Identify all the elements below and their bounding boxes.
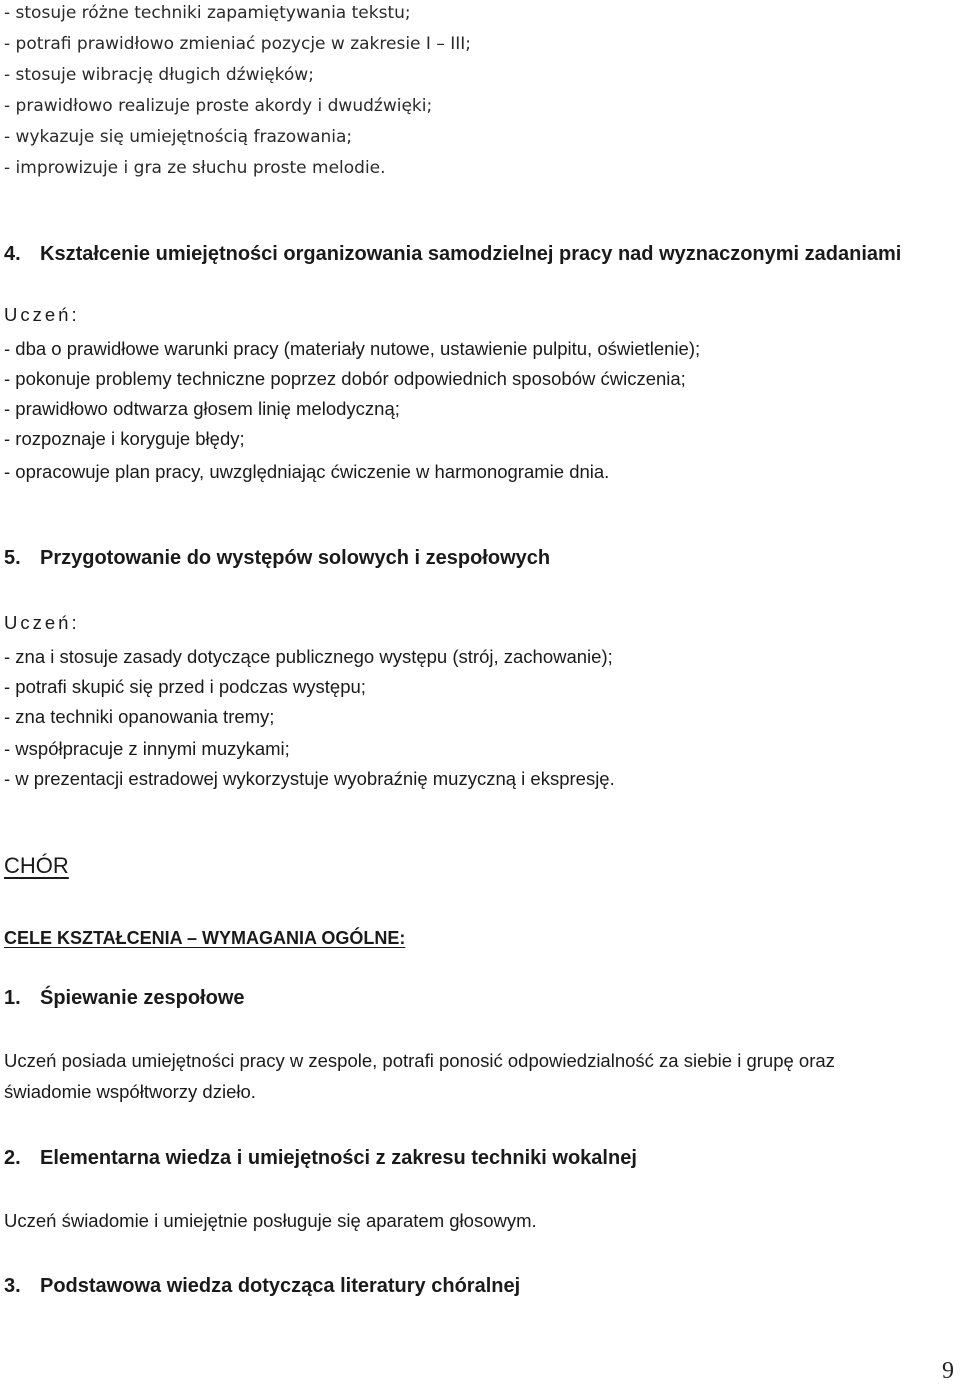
goal-number: 1. [4,987,21,1009]
paragraph-line: Uczeń posiada umiejętności pracy w zespole, potrafi ponosić odpowiedzialność za siebie i grupę oraz [4,1050,835,1071]
list-item: - w prezentacji estradowej wykorzystuje wyobraźnię muzyczną i ekspresję. [4,768,615,789]
student-label: Uczeń: [4,304,80,325]
section-title: Przygotowanie do występów solowych i zespołowych [40,547,551,569]
list-item: - pokonuje problemy techniczne poprzez dobór odpowiednich sposobów ćwiczenia; [4,368,686,389]
goal-1-heading [4,986,245,1010]
list-item: - potrafi prawidłowo zmieniać pozycje w zakresie I – III; [4,34,472,54]
list-item: - opracowuje plan pracy, uwzględniając ćwiczenie w harmonogramie dnia. [4,461,610,482]
goal-number: 3. [4,1275,21,1297]
goal-title: Elementarna wiedza i umiejętności z zakresu techniki wokalnej [40,1147,637,1169]
page-number: 9 [942,1358,954,1384]
list-item: - stosuje wibrację długich dźwięków; [4,65,314,85]
list-item: - potrafi skupić się przed i podczas występu; [4,676,366,697]
list-item: - wykazuje się umiejętnością frazowania; [4,127,353,147]
goal-number: 2. [4,1147,21,1169]
section-number: 4. [4,243,21,265]
list-item: - współpracuje z innymi muzykami; [4,738,290,759]
goal-title: Śpiewanie zespołowe [40,987,245,1009]
choir-heading: CHÓR [4,853,69,878]
list-item: - dba o prawidłowe warunki pracy (materiały nutowe, ustawienie pulpitu, oświetlenie); [4,338,701,359]
section-4-heading [4,242,901,266]
goal-3-heading [4,1274,520,1298]
list-item: - prawidłowo odtwarza głosem linię melodyczną; [4,398,400,419]
section-5-heading [4,546,550,570]
goals-heading: CELE KSZTAŁCENIA – WYMAGANIA OGÓLNE: [4,928,406,948]
section-title: Kształcenie umiejętności organizowania samodzielnej pracy nad wyznaczonymi zadaniami [40,243,902,265]
goal-title: Podstawowa wiedza dotycząca literatury chóralnej [40,1275,521,1297]
list-item: - prawidłowo realizuje proste akordy i dwudźwięki; [4,96,433,116]
goal-2-heading [4,1146,637,1170]
section-number: 5. [4,547,21,569]
student-label: Uczeń: [4,612,80,633]
list-item: - zna techniki opanowania tremy; [4,706,275,727]
list-item: - zna i stosuje zasady dotyczące publicznego występu (strój, zachowanie); [4,646,613,667]
list-item: - stosuje różne techniki zapamiętywania tekstu; [4,3,411,23]
list-item: - improwizuje i gra ze słuchu proste melodie. [4,158,386,178]
paragraph-line: świadomie współtworzy dzieło. [4,1081,256,1102]
paragraph-line: Uczeń świadomie i umiejętnie posługuje się aparatem głosowym. [4,1210,537,1231]
list-item: - rozpoznaje i koryguje błędy; [4,428,245,449]
